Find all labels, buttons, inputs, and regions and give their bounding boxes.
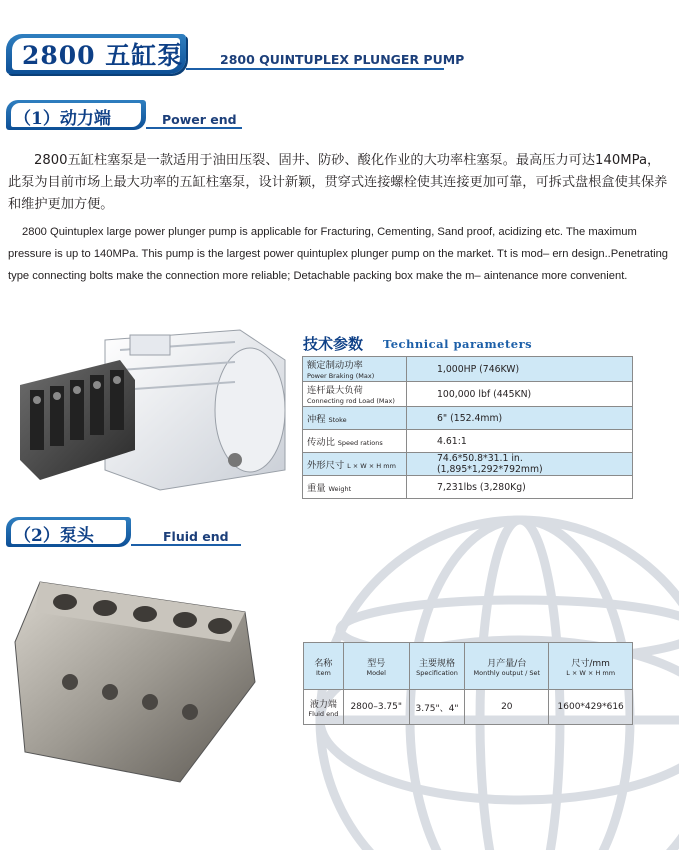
table-row: 额定制动功率 Power Braking (Max) 1,000HP (746KW) (303, 357, 633, 382)
tech-params-title-en: Technical parameters (383, 337, 533, 351)
section1-title-en: Power end (162, 112, 237, 127)
section1-underline (146, 127, 242, 129)
section2-underline (131, 544, 241, 546)
section2-title: （2）泵头 (14, 526, 94, 546)
table-row: 连杆最大负荷 Connecting rod Load (Max) 100,000 lbf (445KN) (303, 382, 633, 407)
table-row: 重量 Weight 7,231lbs (3,280Kg) (303, 476, 633, 499)
fluid-end-image (10, 572, 260, 787)
tech-params-table (302, 356, 633, 499)
description-cn: 2800五缸柱塞泵是一款适用于油田压裂、固井、防砂、酸化作业的大功率柱塞泵。最高压力可达140MPa，此泵为目前市场上最大功率的五缸柱塞泵，设计新颖，贯穿式连接螺栓使其连接更加可靠，可拆式盘根盒使其保养和维护更加方便。 (8, 153, 668, 212)
section1-title: （1）动力端 (14, 109, 111, 129)
section2-title-en: Fluid end (163, 529, 229, 544)
table-row: 外形尺寸 L × W × H mm 74.6*50.8*31.1 in. (1,895*1,292*792mm) (303, 453, 633, 476)
title-underline (186, 68, 444, 70)
table-row: 液力端 Fluid end 2800–3.75" 3.75"、4" 20 1600*429*616 (304, 690, 633, 725)
table-header-row: 名称 Item 型号 Model 主要规格 Specification 月产量/台 Monthly output / Set 尺寸/mm L × W × H mm (304, 643, 633, 690)
table-row: 冲程 Stoke 6" (152.4mm) (303, 407, 633, 430)
page-title-en: 2800 QUINTUPLEX PLUNGER PUMP (220, 52, 465, 67)
description-en: 2800 Quintuplex large power plunger pump is applicable for Fracturing, Cementing, Sand proof, acidizing etc. The maximum pressure is up to 140MPa. This pump is the largest power quintuplex plunger pump on the market. Tt is mod– ern design..Penetrating type connecting bolts make the connection more reliable; Detachable packing box make the m– aintenance more convenient. (8, 226, 669, 282)
page-title: 2800 五缸泵 (22, 41, 184, 70)
table-row: 传动比 Speed rations 4.61:1 (303, 430, 633, 453)
power-end-image (10, 320, 295, 495)
tech-params-title: 技术参数 (303, 335, 364, 353)
fluid-end-table (303, 642, 633, 725)
